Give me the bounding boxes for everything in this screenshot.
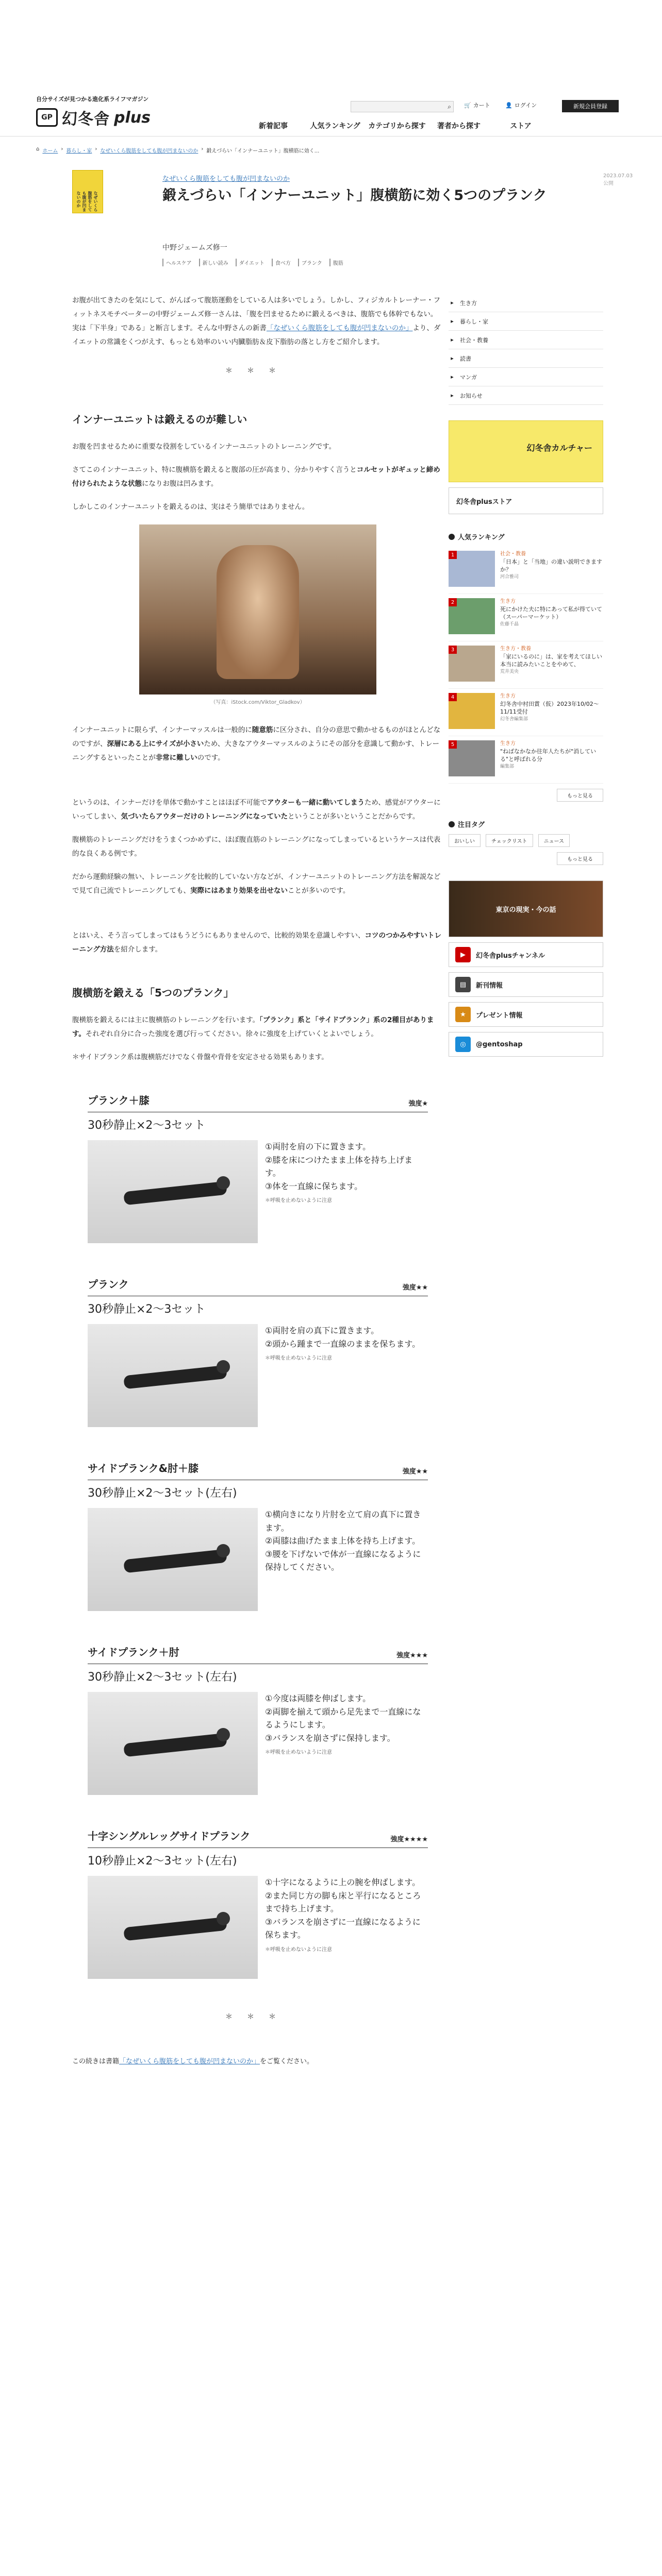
tag-item[interactable]: 腹筋	[329, 259, 343, 266]
sidebar-category[interactable]: ▸ 社会・教養	[449, 331, 603, 349]
tag-chips	[449, 834, 603, 847]
exercise-name: プランク	[88, 1278, 129, 1291]
cart-label: カート	[473, 102, 490, 109]
tags-more-button[interactable]: もっと見る	[557, 852, 603, 865]
nav-new[interactable]: 新着記事	[259, 122, 288, 130]
exercise-step: ①横向きになり片肘を立て肩の真下に置きます。	[265, 1510, 421, 1533]
paragraph: だから運動経験の無い、トレーニングを比較的していない方などが、インナーユニットのトレーニング方法を解説などで見て自己流でトレーニングしても、実際にはあまり効果を出せないことが多いのです。	[72, 873, 441, 895]
exercise-step: ②膝を床につけたまま上体を持ち上げます。	[265, 1155, 413, 1178]
category-icon: ▸	[451, 336, 454, 343]
sidebar-category[interactable]: ▸ 読書	[449, 349, 603, 368]
cart-link[interactable]	[464, 101, 490, 109]
exercise-card	[88, 1642, 428, 1795]
exercise-level: 強度★★★★	[390, 1836, 428, 1843]
instagram-link[interactable]: ◎ @gentoshap	[449, 1032, 603, 1057]
exercise-note: ＊呼吸を止めないように注意	[265, 1198, 332, 1204]
exercise-level: 強度★★	[402, 1284, 428, 1292]
tag-item[interactable]: ブランク	[298, 259, 322, 266]
exercise-photo	[88, 1692, 258, 1795]
exercise-photo	[88, 1324, 258, 1427]
login-label: ログイン	[514, 102, 537, 109]
exercise-level: 強度★	[408, 1100, 428, 1108]
tag-item[interactable]: ダイエット	[236, 259, 264, 266]
exercise-level: 強度★★	[402, 1468, 428, 1476]
tag-item[interactable]: 食べ方	[272, 259, 291, 266]
nav-author[interactable]: 著者から探す	[437, 122, 481, 130]
nav-store[interactable]: ストア	[510, 122, 532, 130]
exercise-sets: 30秒静止×2〜3セット(左右)	[88, 1487, 237, 1500]
book-link[interactable]: 「なぜいくら腹筋をしても腹が凹まないのか」	[266, 324, 413, 332]
exercise-card	[88, 1274, 428, 1427]
culture-banner[interactable]: 幻冬舎カルチャー	[449, 420, 603, 482]
exercise-step: ②両脚を揃えて頭から足先まで一直線になるようにします。	[265, 1706, 421, 1730]
sidebar-category[interactable]: ▸ 暮らし・家	[449, 312, 603, 331]
exercise-sets: 30秒静止×2〜3セット	[88, 1303, 206, 1316]
exercise-step: ③バランスを崩さずに保持します。	[265, 1733, 395, 1743]
exercise-sets: 10秒静止×2〜3セット(左右)	[88, 1855, 237, 1868]
channel-link[interactable]: ▶ 幻冬舎plusチャンネル	[449, 942, 603, 967]
tag-item[interactable]: 新しい読み	[199, 259, 228, 266]
exercise-step: ①十字になるように上の腕を伸ばします。	[265, 1877, 421, 1887]
photo-caption: （写真：iStock.com/Viktor_Gladkov）	[210, 700, 305, 705]
paragraph: 腹横筋のトレーニングだけをうまくつかめずに、ほぼ腹直筋のトレーニングになってしまっているというケースは代表的な良くある例です。	[72, 836, 441, 858]
nav-ranking[interactable]: 人気ランキング	[310, 122, 360, 130]
login-icon: 👤	[505, 101, 512, 109]
new-books-link[interactable]: ▤ 新刊情報	[449, 972, 603, 997]
article-body	[72, 294, 443, 2078]
article-tags	[162, 259, 343, 266]
exercise-note: ＊呼吸を止めないように注意	[265, 1946, 332, 1953]
exercise-photo	[88, 1876, 258, 1979]
sidebar-ad-banner[interactable]: 東京の現実・今の話	[449, 880, 603, 937]
breadcrumb-series[interactable]: なぜいくら腹筋をしても腹が凹まないのか	[100, 148, 198, 154]
ranking-icon	[449, 534, 455, 540]
paragraph: お腹を凹ませるために重要な役割をしているインナーユニットのトレーニングです。	[72, 443, 336, 451]
article-title: 鍛えづらい「インナーユニット」腹横筋に効く5つのプランク	[162, 188, 547, 204]
exercise-card	[88, 1826, 428, 1979]
section-heading-plank: 腹横筋を鍛える「5つのプランク」	[72, 987, 234, 999]
ranking-item[interactable]: 2 生き方 死にかけた夫に特にあって私が得ていて（スーパーマーケット） 佐藤千晶	[449, 594, 603, 641]
sidebar-category[interactable]: ▸ マンガ	[449, 368, 603, 386]
category-icon: ▸	[451, 374, 454, 380]
breadcrumb-current: 鍛えづらい「インナーユニット」腹横筋に効く...	[206, 148, 320, 154]
breadcrumb-home[interactable]: ホーム	[42, 148, 58, 154]
exercise-name: プランク＋膝	[88, 1094, 150, 1107]
exercise-card	[88, 1458, 428, 1611]
paragraph: さてこのインナーユニット、特に腹横筋を鍛えると腹部の圧が高まり、分かりやすく言うとコルセットがギュッと締め付けられたような状態になりお腹は凹みます。	[72, 466, 440, 488]
exercise-step: ②両膝は曲げたまま上体を持ち上げます。	[265, 1536, 421, 1546]
logo-text: 幻冬舎	[62, 110, 110, 128]
exercise-step: ②また同じ方の脚も床と平行になるところまで持ち上げます。	[265, 1890, 421, 1914]
breadcrumb: ⌂ ホーム › 暮らし・家 › なぜいくら腹筋をしても腹が凹まないのか › 鍛えづらい「インナーユニット」腹横筋に効く...	[36, 146, 320, 154]
ranking-item[interactable]: 5 生き方 "ねばなかなか往年人たちが"消している"と呼ばれる分 編集部	[449, 736, 603, 784]
paragraph: しかしこのインナーユニットを鍛えるのは、実はそう簡単ではありません。	[72, 503, 309, 511]
section-heading-inner: インナーユニットは鍛えるのが難しい	[72, 413, 247, 426]
tag-chip[interactable]: チェックリスト	[486, 834, 533, 847]
exercise-step: ③体を一直線に保ちます。	[265, 1181, 363, 1191]
exercise-note: ＊呼吸を止めないように注意	[265, 1750, 332, 1756]
publish-date: 2023.07.03 公開	[603, 173, 633, 187]
cart-icon: 🛒	[464, 101, 471, 109]
search-icon[interactable]: ⌕	[448, 103, 451, 110]
breadcrumb-category[interactable]: 暮らし・家	[66, 148, 92, 154]
intro-paragraph: お腹が出てきたのを気にして、がんばって腹筋運動をしている人は多いでしょう。しかし、フィジカルトレーナー・フィットネスモチベーターの中野ジェームズ修一さんは、「腹を凹ませるために鍛えるべきは、腹筋でも体幹でもない。実は「下半身」である」と断言します。そんな中野さんの新書「なぜいくら腹筋をしても腹が凹まないのか」より、ダイエットの常識をくつがえす、もっとも効率のいい内臓脂肪＆皮下脂肪の落とし方をご紹介します。	[72, 296, 441, 346]
exercise-photo	[88, 1508, 258, 1611]
sidebar-category[interactable]: ▸ お知らせ	[449, 386, 603, 405]
exercise-step: ①両肘を肩の真下に置きます。	[265, 1326, 379, 1335]
login-link[interactable]	[505, 101, 537, 109]
logo-plus: plus	[114, 108, 151, 127]
paragraph: とはいえ、そう言ってしまってはもうどうにもありませんので、比較的効果を意識しやすい、コツのつかみやすいトレーニング方法を紹介します。	[72, 931, 442, 954]
sidebar	[449, 294, 603, 1057]
paragraph: というのは、インナーだけを単体で動かすことはほぼ不可能でアウターも一緒に動いてしまうため、感覚がアウターにいってしまい、気づいたらアウターだけのトレーニングになっていたということが多いということだからです。	[72, 799, 441, 821]
gift-icon: ★	[455, 1007, 471, 1022]
exercise-step: ③腰を下げないで体が一直線になるように保持してください。	[265, 1549, 421, 1572]
exercise-sets: 30秒静止×2〜3セット	[88, 1119, 206, 1132]
header-divider	[0, 136, 662, 137]
separator-stars: ＊＊＊	[225, 2013, 290, 2021]
category-icon: ▸	[451, 318, 454, 325]
logo-mark-icon: GP	[36, 108, 58, 127]
tag-chip[interactable]: ニュース	[538, 834, 570, 847]
site-header	[0, 0, 662, 154]
book-thumbnail[interactable]	[72, 170, 103, 213]
paragraph: ＊サイドプランク系は腹横筋だけでなく骨盤や背骨を安定させる効果もあります。	[72, 1053, 328, 1061]
exercise-name: サイドプランク＋肘	[88, 1646, 179, 1658]
exercise-photo	[88, 1140, 258, 1243]
exercise-step: ②頭から踵まで一直線のままを保ちます。	[265, 1338, 421, 1349]
paragraph: 腹横筋を鍛えるには主に腹横筋のトレーニングを行います。「プランク」系と「サイドプランク」系の2種目があります。それぞれ自分に合った強度を選び行ってください。徐々に強度を上げていくとよいでしょう。	[72, 1016, 434, 1038]
register-button[interactable]: 新規会員登録	[562, 100, 619, 112]
global-nav	[242, 117, 552, 134]
continue-paragraph: この続きは書籍「なぜいくら腹筋をしても腹が凹まないのか」をご覧ください。	[72, 2058, 314, 2065]
present-link[interactable]: ★ プレゼント情報	[449, 1002, 603, 1027]
category-icon: ▸	[451, 392, 454, 399]
series-link[interactable]: なぜいくら腹筋をしても腹が凹まないのか	[162, 175, 290, 183]
home-icon[interactable]: ⌂	[36, 146, 40, 152]
book-link[interactable]: 「なぜいくら腹筋をしても腹が凹まないのか」	[119, 2058, 260, 2065]
exercise-step: ①今度は両膝を伸ばします。	[265, 1693, 371, 1703]
site-logo[interactable]	[36, 106, 151, 129]
ranking-item[interactable]: 4 生き方 幻冬舎中村田賞（仮）2023年10/02～11/11受付 幻冬舎編集部	[449, 689, 603, 736]
paragraph: インナーユニットに限らず、インナーマッスルは一般的に随意筋に区分され、自分の意思で動かせるものがほとんどなのですが、深層にある上にサイズが小さいため、大きなアウターマッスルのようにその部分を意識して動かす、トレーニングするといったことが非常に難しいのです。	[72, 726, 441, 762]
ranking-title: 人気ランキング	[449, 532, 603, 541]
book-icon: ▤	[455, 977, 471, 992]
author-link[interactable]: 中野ジェームズ修一	[162, 244, 227, 252]
nav-category[interactable]: カテゴリから探す	[368, 122, 426, 130]
exercise-step: ③バランスを崩さずに一直線になるように保ちます。	[265, 1917, 421, 1940]
sidebar-category[interactable]: ▸ 生き方	[449, 294, 603, 312]
tag-item[interactable]: ヘルスケア	[162, 259, 192, 266]
site-tagline: 自分サイズが見つかる進化系ライフマガジン	[36, 96, 149, 103]
tags-title: 注目タグ	[449, 819, 603, 829]
exercise-step: ①両肘を肩の下に置きます。	[265, 1142, 371, 1151]
store-banner[interactable]: 幻冬舎plusストア	[449, 487, 603, 514]
ranking-item[interactable]: 1 社会・教養 「日本」と「当地」の違い説明できますか？ 河合雅司	[449, 547, 603, 594]
category-icon: ▸	[451, 355, 454, 362]
exercise-name: サイドプランク&肘＋膝	[88, 1462, 199, 1475]
book-thumbnail-title: なぜいくら腹筋をしても腹が凹まないのか	[76, 191, 98, 212]
play-icon: ▶	[455, 947, 471, 962]
search-input[interactable]	[351, 101, 454, 112]
exercise-card	[88, 1090, 428, 1243]
exercise-note: ＊呼吸を止めないように注意	[265, 1355, 332, 1362]
abs-photo	[139, 524, 376, 694]
exercise-name: 十字シングルレッグサイドプランク	[88, 1830, 251, 1842]
exercise-level: 強度★★★	[396, 1652, 428, 1659]
category-icon: ▸	[451, 299, 454, 306]
separator-stars: ＊＊＊	[225, 367, 290, 375]
ranking-item[interactable]: 3 生き方・教養 「家にいるのに」は、家を考えてほしい本当に読みたいことをやめて、 荒井美央	[449, 641, 603, 689]
social-icon: ◎	[455, 1037, 471, 1052]
tag-chip[interactable]: おいしい	[449, 834, 481, 847]
tag-icon	[449, 821, 455, 827]
exercise-sets: 30秒静止×2〜3セット(左右)	[88, 1671, 237, 1684]
ranking-more-button[interactable]: もっと見る	[557, 789, 603, 802]
